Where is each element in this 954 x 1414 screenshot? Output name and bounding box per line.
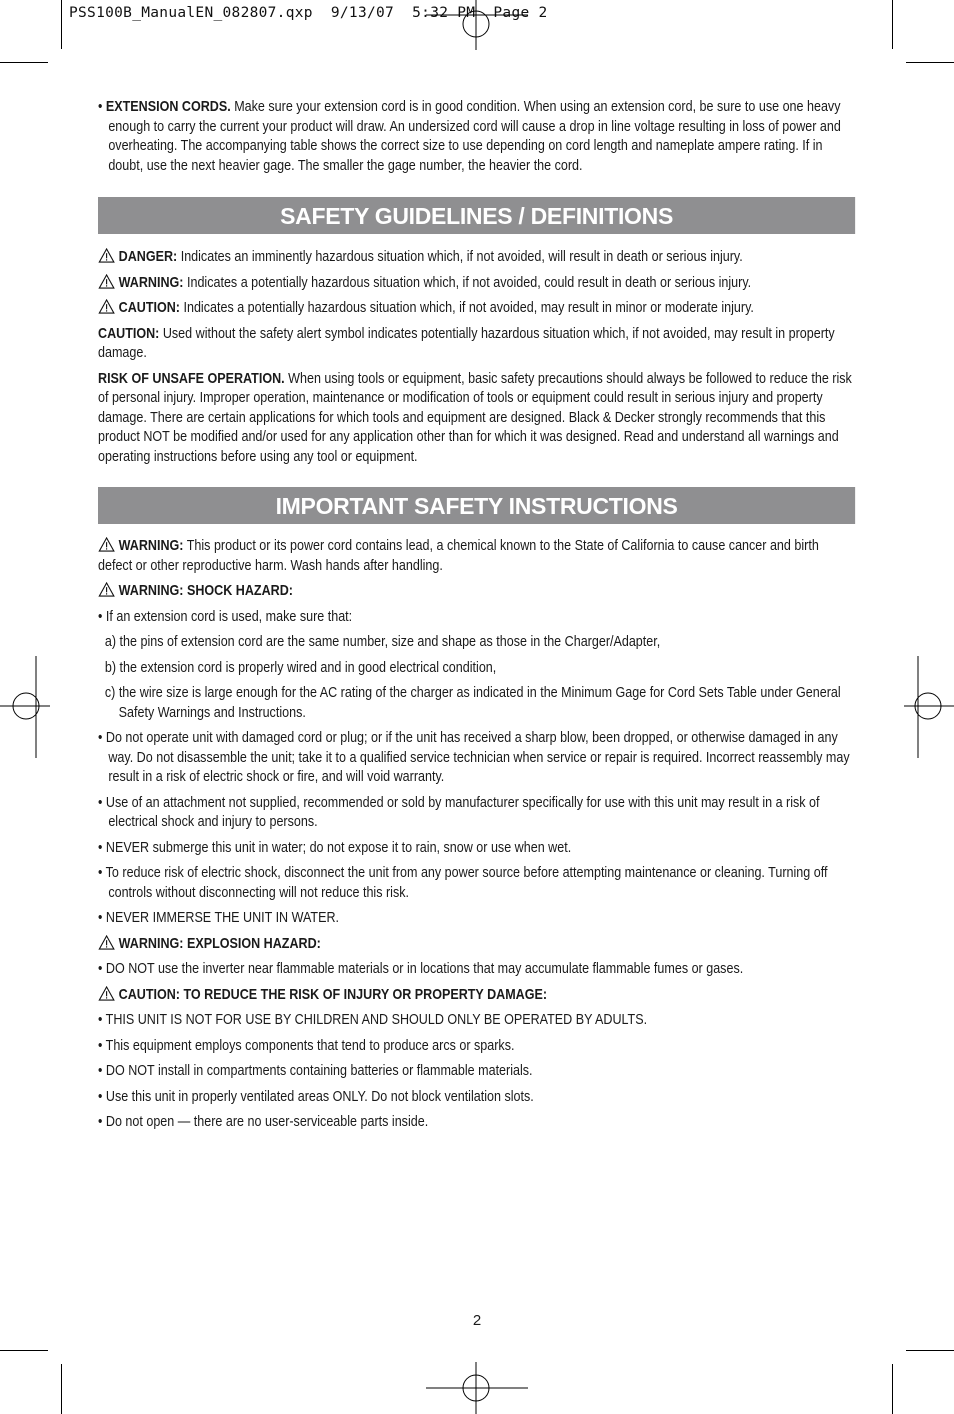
print-slug: PSS100B_ManualEN_082807.qxp 9/13/07 5:32 PM Page 2 bbox=[69, 5, 548, 21]
lead-warning bbox=[98, 537, 855, 576]
extension-cords-item: • EXTENSION CORDS. Make sure your extension cord is in good condition. When using an extension cord, be sure to use one heavy enough to carry the current your product will draw. An undersized cord will cause a drop in line voltage resulting in loss of power and overheating. The accompanying table shows the correct size to use depending on cord length and nameplate ampere rating. If in doubt, use the next heavier gage. The smaller the gage number, the heavier the cord. bbox=[98, 99, 841, 174]
warning-triangle-icon bbox=[98, 935, 115, 950]
explosion-hazard-label: WARNING: EXPLOSION HAZARD: bbox=[118, 935, 321, 952]
warning-label: WARNING: bbox=[118, 274, 184, 291]
warning-triangle-icon bbox=[98, 248, 115, 263]
section-heading-safety-guidelines: SAFETY GUIDELINES / DEFINITIONS bbox=[98, 197, 855, 234]
list-item: • THIS UNIT IS NOT FOR USE BY CHILDREN AND SHOULD ONLY BE OPERATED BY ADULTS. bbox=[98, 1012, 648, 1028]
extension-cords-label: EXTENSION CORDS. bbox=[105, 99, 231, 115]
list-item: • Do not open — there are no user-serviceable parts inside. bbox=[98, 1114, 429, 1130]
warning-triangle-icon bbox=[98, 274, 115, 289]
danger-definition bbox=[98, 248, 855, 268]
caution-text: Indicates a potentially hazardous situation which, if not avoided, may result in minor or moderate injury. bbox=[179, 300, 754, 316]
list-item: • DO NOT use the inverter near flammable materials or in locations that may accumulate flammable fumes or gases. bbox=[98, 961, 744, 977]
caution-damage-label: CAUTION: TO REDUCE THE RISK OF INJURY OR PROPERTY DAMAGE: bbox=[118, 986, 548, 1003]
page-number: 2 bbox=[472, 1312, 482, 1329]
crop-mark bbox=[892, 1364, 893, 1414]
crop-mark bbox=[906, 1350, 954, 1351]
caution-no-symbol-text: Used without the safety alert symbol indicates potentially hazardous situation which, if not avoided, may result in property damage. bbox=[98, 325, 835, 361]
risk-text: When using tools or equipment, basic safety precautions should always be followed to reduce the risk of personal injury. Improper operation, maintenance or modification of tools or equipment could result in serious injury and property damage. There are certain applications for which tools and equipment are designed. Black & Decker strongly recommends that this product NOT be modified and/or used for any application other than for which it was designed. Read and understand all warnings and operating instructions before using any tool or equipment. bbox=[98, 370, 852, 465]
list-item: • NEVER IMMERSE THE UNIT IN WATER. bbox=[98, 910, 340, 926]
caution-no-symbol-label: CAUTION: bbox=[98, 325, 160, 342]
registration-mark-icon bbox=[0, 656, 50, 758]
explosion-hazard-heading bbox=[98, 935, 855, 955]
list-item: • Do not operate unit with damaged cord or plug; or if the unit has received a sharp blow, been dropped, or otherwise damaged in any way. Do not disassemble the unit; take it to a qualified service technician when service or repair is required. Incorrect reassembly may result in a risk of electric shock or fire, and will void warranty. bbox=[98, 730, 850, 785]
manual-content bbox=[98, 98, 855, 1139]
caution-label: CAUTION: bbox=[118, 300, 180, 316]
caution-damage-heading bbox=[98, 986, 855, 1006]
registration-mark-icon bbox=[426, 1362, 528, 1414]
crop-mark bbox=[0, 1350, 48, 1351]
list-item: • To reduce risk of electric shock, disconnect the unit from any power source before attempting maintenance or cleaning. Turning off controls without disconnecting will not reduce this risk. bbox=[98, 865, 828, 901]
warning-triangle-icon bbox=[98, 582, 115, 597]
crop-mark bbox=[892, 0, 893, 49]
registration-mark-icon bbox=[426, 0, 528, 50]
warning-triangle-icon bbox=[98, 299, 115, 314]
registration-mark-icon bbox=[904, 656, 954, 758]
crop-mark bbox=[906, 62, 954, 63]
section-heading-important-safety: IMPORTANT SAFETY INSTRUCTIONS bbox=[98, 487, 855, 524]
risk-label: RISK OF UNSAFE OPERATION. bbox=[98, 370, 285, 387]
extension-cords-text: Make sure your extension cord is in good condition. When using an extension cord, be sure to use one heavy enough to carry the current your product will draw. An undersized cord will cause a drop in line voltage resulting in loss of power and overheating. The accompanying table shows the correct size to use depending on cord length and nameplate ampere rating. If in doubt, use the next heavier gage. The smaller the gage number, the heavier the cord. bbox=[108, 99, 841, 174]
lead-warning-text: This product or its power cord contains lead, a chemical known to the State of California to cause cancer and birth defect or other reproductive harm. Wash hands after handling. bbox=[98, 538, 819, 574]
list-item: • Use this unit in properly ventilated areas ONLY. Do not block ventilation slots. bbox=[98, 1088, 534, 1105]
list-item: a) the pins of extension cord are the same number, size and shape as those in the Charger/Adapter, bbox=[104, 634, 661, 650]
list-item: • Use of an attachment not supplied, recommended or sold by manufacturer specifically for use with this unit may result in a risk of electrical shock and injury to persons. bbox=[98, 794, 820, 830]
list-item: c) the wire size is large enough for the AC rating of the charger as indicated in the Minimum Gage for Cord Sets Table under General Safety Warnings and Instructions. bbox=[104, 685, 841, 721]
crop-mark bbox=[61, 0, 62, 49]
list-item: b) the extension cord is properly wired and in good electrical condition, bbox=[104, 659, 497, 676]
warning-triangle-icon bbox=[98, 537, 115, 552]
list-item: • DO NOT install in compartments containing batteries or flammable materials. bbox=[98, 1063, 533, 1079]
warning-text: Indicates a potentially hazardous situation which, if not avoided, could result in death or serious injury. bbox=[183, 274, 752, 291]
warning-triangle-icon bbox=[98, 986, 115, 1001]
danger-text: Indicates an imminently hazardous situation which, if not avoided, will result in death or serious injury. bbox=[177, 249, 743, 265]
list-item: • NEVER submerge this unit in water; do not expose it to rain, snow or use when wet. bbox=[98, 839, 572, 856]
crop-mark bbox=[0, 62, 48, 63]
danger-label: DANGER: bbox=[118, 249, 178, 265]
crop-mark bbox=[61, 1364, 62, 1414]
caution-definition bbox=[98, 299, 855, 319]
lead-warning-label: WARNING: bbox=[118, 538, 184, 554]
shock-hazard-label: WARNING: SHOCK HAZARD: bbox=[118, 583, 293, 599]
shock-hazard-heading bbox=[98, 582, 855, 602]
list-item: • This equipment employs components that tend to produce arcs or sparks. bbox=[98, 1037, 515, 1054]
risk-unsafe-operation bbox=[98, 370, 855, 468]
list-item: • If an extension cord is used, make sure that: bbox=[98, 608, 353, 625]
caution-no-symbol-definition bbox=[98, 325, 855, 364]
warning-definition bbox=[98, 274, 855, 294]
